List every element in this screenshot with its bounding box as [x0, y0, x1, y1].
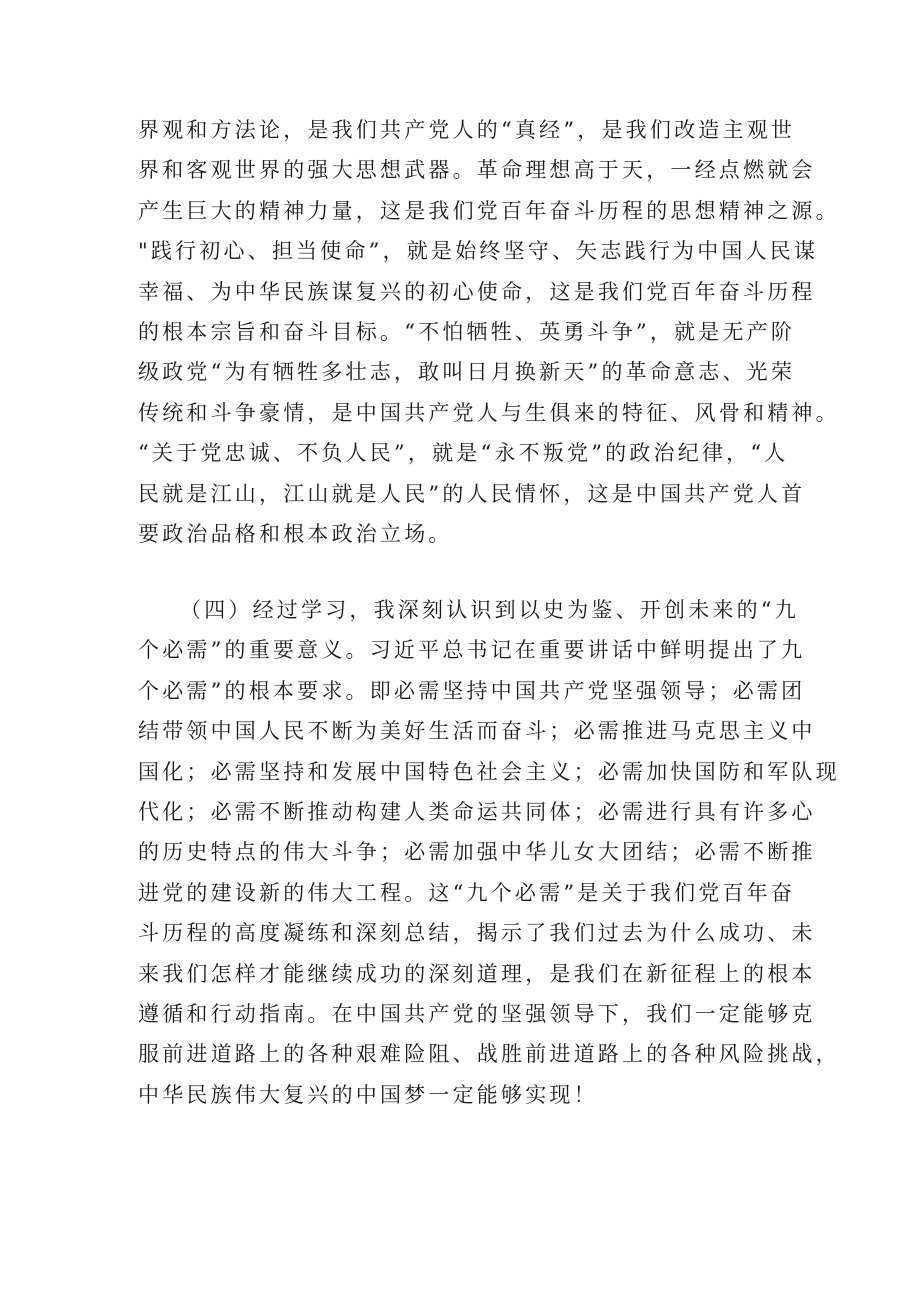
paragraph-1 — [138, 110, 840, 554]
paragraph-2 — [138, 590, 840, 1115]
paragraph-line: 斗历程的高度凝练和深刻总结，揭示了我们过去为什么成功、未 — [138, 921, 816, 946]
paragraph-line: 国化；必需坚持和发展中国特色社会主义；必需加快国防和军队现 — [138, 759, 840, 784]
paragraph-line: 要政治品格和根本政治立场。 — [138, 521, 453, 546]
paragraph-line: 界观和方法论，是我们共产党人的“真经”，是我们改造主观世 — [138, 118, 796, 142]
paragraph-line: 的历史特点的伟大斗争；必需加强中华儿女大团结；必需不断推 — [138, 840, 816, 865]
paragraph-line: 个必需”的根本要求。即必需坚持中国共产党坚强领导；必需团 — [138, 678, 806, 703]
paragraph-line: 中华民族伟大复兴的中国梦一定能够实现！ — [138, 1082, 598, 1107]
paragraph-line: 级政党“为有牺牲多壮志，敢叫日月换新天”的革命意志、光荣 — [138, 360, 796, 385]
paragraph-line: 个必需”的重要意义。习近平总书记在重要讲话中鲜明提出了九 — [138, 638, 806, 663]
paragraph-line: 来我们怎样才能继续成功的深刻道理，是我们在新征程上的根本 — [138, 961, 816, 986]
paragraph-line: 产生巨大的精神力量，这是我们党百年奋斗历程的思想精神之源。 — [138, 198, 840, 223]
paragraph-line: 进党的建设新的伟大工程。这“九个必需”是关于我们党百年奋 — [138, 880, 796, 905]
paragraph-line: 服前进道路上的各种艰难险阻、战胜前进道路上的各种风险挑战， — [138, 1042, 840, 1067]
paragraph-line: "践行初心、担当使命”，就是始终坚守、矢志践行为中国人民谋 — [138, 239, 819, 264]
paragraph-line: 民就是江山，江山就是人民”的人民情怀，这是中国共产党人首 — [138, 481, 806, 506]
paragraph-line: 界和客观世界的强大思想武器。革命理想高于天，一经点燃就会 — [138, 158, 816, 183]
paragraph-line: 代化；必需不断推动构建人类命运共同体；必需进行具有许多心 — [138, 799, 816, 824]
paragraph-line: 的根本宗旨和奋斗目标。“不怕牺牲、英勇斗争”，就是无产阶 — [138, 319, 796, 344]
paragraph-line: 遵循和行动指南。在中国共产党的坚强领导下，我们一定能够克 — [138, 1001, 816, 1026]
paragraph-line: “关于党忠诚、不负人民”，就是“永不叛党”的政治纪律，“人 — [138, 441, 789, 466]
paragraph-line: 传统和斗争豪情，是中国共产党人与生俱来的特征、风骨和精神。 — [138, 400, 840, 425]
paragraph-line: 结带领中国人民不断为美好生活而奋斗；必需推进马克思主义中 — [138, 719, 816, 744]
paragraph-line: 幸福、为中华民族谋复兴的初心使命，这是我们党百年奋斗历程 — [138, 279, 816, 304]
paragraph-first-line: （四）经过学习，我深刻认识到以史为鉴、开创未来的“九 — [180, 598, 799, 622]
